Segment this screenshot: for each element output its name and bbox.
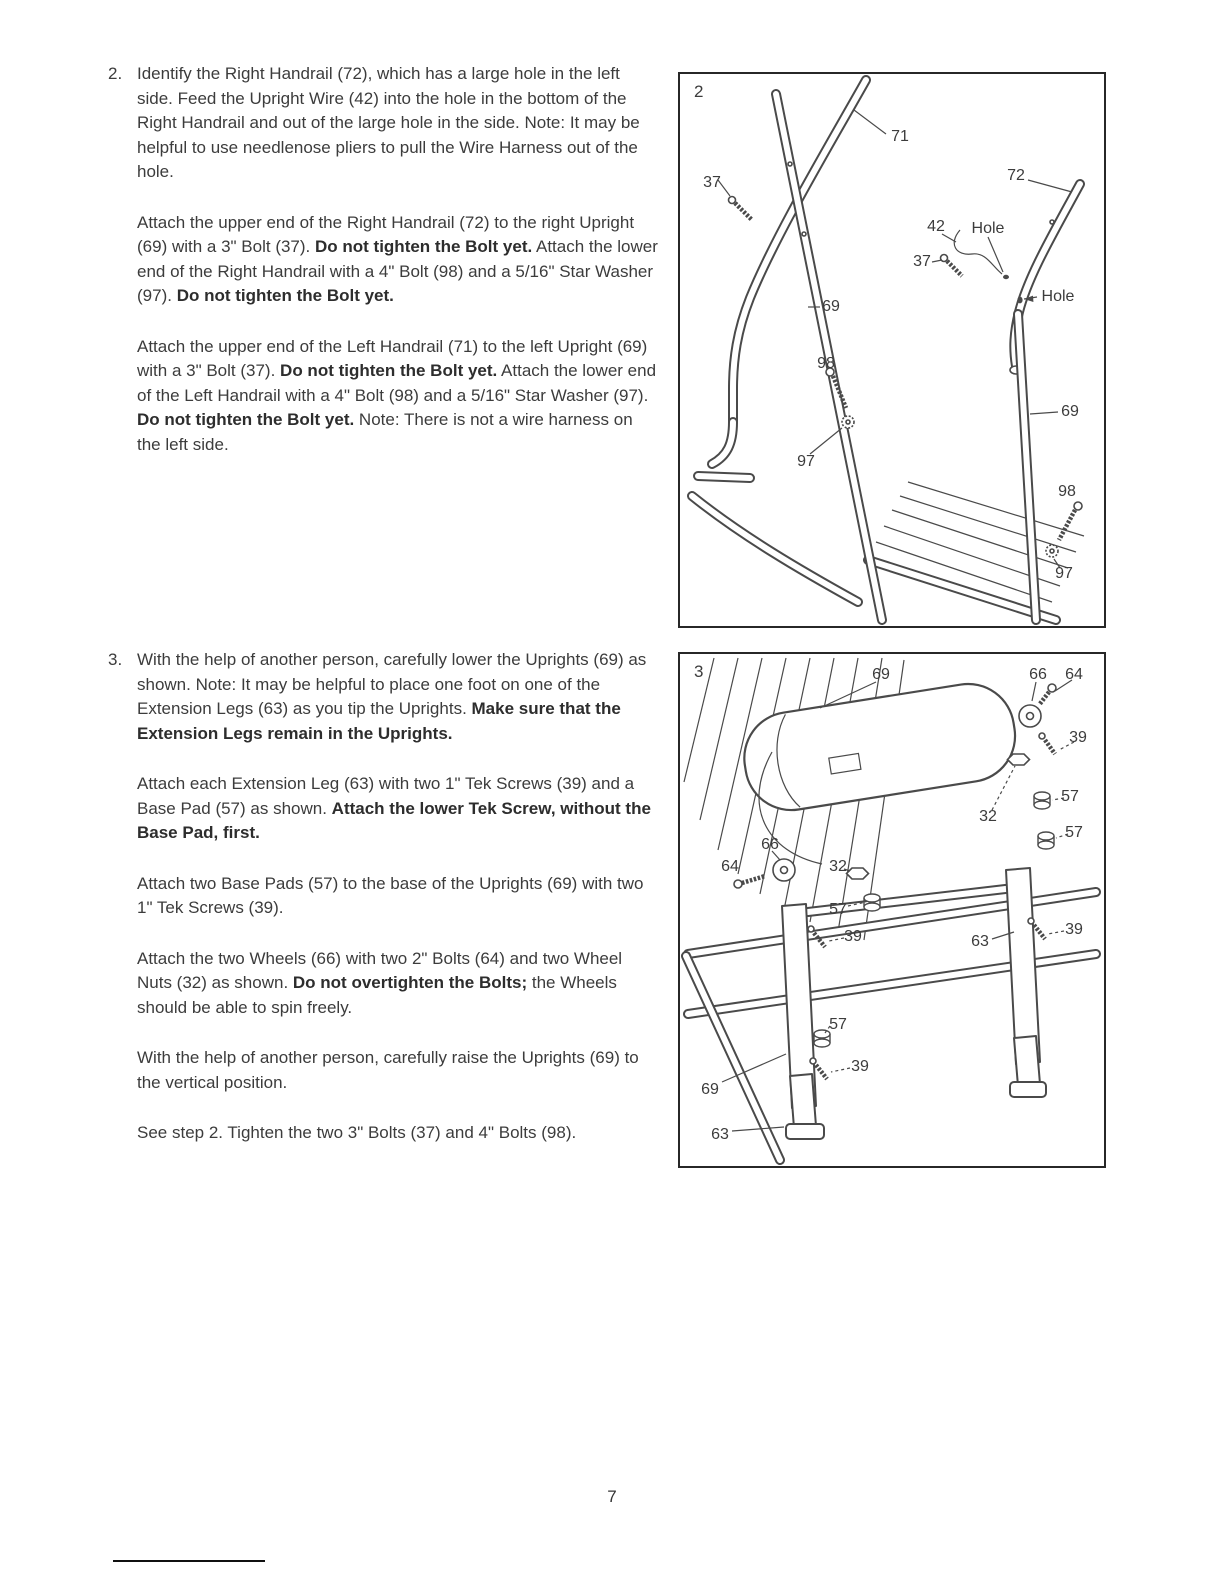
step-paragraph: [137, 772, 660, 846]
part-label: 64: [721, 858, 739, 875]
part-label: 57: [1061, 788, 1079, 805]
bold-text-run: Do not tighten the Bolt yet.: [176, 286, 394, 305]
part-label: 66: [761, 836, 779, 853]
part-label: 57: [829, 901, 847, 918]
bold-text-run: Do not tighten the Bolt yet.: [280, 361, 498, 380]
part-label: 64: [1065, 666, 1083, 683]
part-label: 32: [829, 858, 847, 875]
part-label: 71: [891, 128, 909, 145]
step-paragraph: [137, 335, 660, 458]
text-run: Note: There is not a wire harness on the left side.: [137, 410, 633, 454]
part-label: 39: [851, 1058, 869, 1075]
part-label: 97: [1055, 565, 1073, 582]
text-run: Attach two Base Pads (57) to the base of the Uprights (69) with two 1" Tek Screws (39).: [137, 873, 644, 917]
page-number: 7: [607, 1487, 617, 1506]
step-body: [137, 648, 660, 1172]
part-label: 37: [913, 253, 931, 270]
part-label: 69: [872, 666, 890, 683]
text-run: With the help of another person, carefully raise the Uprights (69) to the vertical position.: [137, 1048, 639, 1092]
text-run: See step 2. Tighten the two 3" Bolts (37) and 4" Bolts (98).: [137, 1123, 577, 1142]
bold-text-run: Do not tighten the Bolt yet.: [315, 237, 533, 256]
part-label: 57: [1065, 824, 1083, 841]
text-run: Attach each Extension Leg (63) with two 1" Tek Screws (39) and a Base Pad (57) as shown.: [137, 774, 635, 818]
part-label: 69: [822, 298, 840, 315]
figure-2-labels: [680, 74, 1104, 626]
step-number: 3.: [108, 650, 123, 669]
text-run: Attach the lower end of the Left Handrail with a 4" Bolt (98) and a 5/16" Star Washer (97).: [137, 361, 657, 405]
text-run: the Wheels should be able to spin freely.: [137, 973, 617, 1017]
step-paragraph: [137, 62, 660, 185]
part-label: 57: [829, 1016, 847, 1033]
step-paragraph: [137, 947, 660, 1021]
part-label: 66: [1029, 666, 1047, 683]
bold-text-run: Do not tighten the Bolt yet.: [137, 410, 355, 429]
part-label: 72: [1007, 167, 1025, 184]
part-label: 42: [927, 218, 945, 235]
part-label: Hole: [971, 220, 1005, 237]
step-paragraph: [137, 211, 660, 309]
text-run: Attach the lower end of the Right Handrail with a 4" Bolt (98) and a 5/16" Star Washer (97).: [137, 237, 658, 305]
part-label: 39: [1065, 921, 1083, 938]
part-label: 98: [1058, 483, 1076, 500]
bold-text-run: Make sure that the Extension Legs remain in the Uprights.: [137, 699, 621, 743]
footer-rule: [113, 1560, 265, 1562]
bold-text-run: Do not overtighten the Bolts;: [292, 973, 528, 992]
figure-2: [678, 72, 1106, 628]
text-run: Identify the Right Handrail (72), which has a large hole in the left side. Feed the Upright Wire (42) into the hole in the bottom of the Right Handrail and out of the large hole in the side. Note: It may be helpful to use needlenose pliers to pull the Wire Harness out of the hole.: [137, 64, 640, 181]
part-label: 97: [797, 453, 815, 470]
part-label: 39: [1069, 729, 1087, 746]
step-paragraph: [137, 1121, 660, 1146]
part-label: Hole: [1041, 288, 1075, 305]
figure-3: [678, 652, 1106, 1168]
part-label: 63: [711, 1126, 729, 1143]
figure-3-number: 3: [694, 662, 704, 681]
part-label: 63: [971, 933, 989, 950]
part-label: 69: [701, 1081, 719, 1098]
text-run: Attach the upper end of the Right Handrail (72) to the right Upright (69) with a 3" Bolt (37).: [137, 212, 635, 256]
step-3: [108, 648, 660, 1172]
text-run: Attach the two Wheels (66) with two 2" Bolts (64) and two Wheel Nuts (32) as shown.: [137, 948, 623, 992]
step-paragraph: [137, 648, 660, 746]
text-run: With the help of another person, carefully lower the Uprights (69) as shown. Note: It may be helpful to place one foot on one of the Extension Legs (63) as you tip the Uprights.: [137, 650, 647, 718]
step-number: 2.: [108, 64, 123, 83]
part-label: 69: [1061, 403, 1079, 420]
part-label: 98: [817, 355, 835, 372]
part-label: 32: [979, 808, 997, 825]
step-paragraph: [137, 872, 660, 921]
figure-2-number: 2: [694, 82, 704, 101]
figure-3-labels: [680, 654, 1104, 1166]
step-paragraph: [137, 1046, 660, 1095]
part-label: 39: [844, 928, 862, 945]
part-label: 37: [703, 174, 721, 191]
text-run: Attach the upper end of the Left Handrail (71) to the left Upright (69) with a 3" Bolt (37).: [137, 336, 648, 380]
bold-text-run: Attach the lower Tek Screw, without the Base Pad, first.: [137, 798, 651, 842]
step-2: [108, 62, 660, 483]
step-body: [137, 62, 660, 483]
